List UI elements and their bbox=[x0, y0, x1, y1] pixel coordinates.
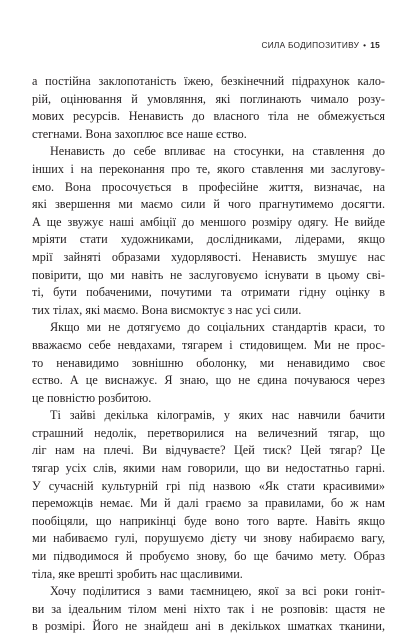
paragraph bbox=[32, 583, 385, 636]
text-line: повірити, що ми навіть не заслуговуємо існувати в цьому сві- bbox=[32, 267, 385, 282]
text-line: ті, бути побаченими, почутими та отримати гідну оцінку в bbox=[32, 285, 385, 300]
text-line: тіла, яке врешті зробить нас щасливими. bbox=[32, 566, 243, 581]
text-line: мріяти стати художниками, дослідниками, лідерами, якщо bbox=[32, 232, 385, 247]
chapter-title: СИЛА БОДИПОЗИТИВУ bbox=[261, 40, 360, 50]
paragraph bbox=[32, 319, 385, 407]
page-number: 15 bbox=[370, 40, 380, 50]
text-line: переможців немає. Ми й далі граємо за правилами, бо ж нам bbox=[32, 496, 385, 511]
text-line: то ненавидимо зовнішню оболонку, ми ненавидимо своє bbox=[32, 355, 385, 370]
text-line: в розмірі. Його не знайдеш ані в декількох шматках тканини, bbox=[32, 619, 385, 634]
text-line: Ненависть до себе впливає на стосунки, на ставлення до bbox=[50, 144, 385, 159]
text-line: мрії зайняті образами худорлявості. Ненависть змушує нас bbox=[32, 249, 385, 264]
text-line: Хочу поділитися з вами таємницею, якої за всі роки гоніт- bbox=[50, 584, 385, 599]
text-line: Якщо ми не дотягуємо до соціальних стандартів краси, то bbox=[50, 320, 385, 335]
text-line: страшний недолік, перетворилися на величезний тягар, що bbox=[32, 425, 385, 440]
paragraph bbox=[32, 73, 385, 143]
text-line: а постійна заклопотаність їжею, безкінечний підрахунок кало- bbox=[32, 74, 385, 88]
text-line: інших і на переконання про те, якого ставлення ми заслугову- bbox=[32, 161, 385, 176]
text-line: тих тілах, які маємо. Вона висмоктує з нас усі сили. bbox=[32, 302, 302, 317]
text-line: які звершення ми маємо сили й чого прагнутимемо досягти. bbox=[32, 197, 385, 212]
text-line: ми підводимося й пробуємо знову, бо ще бачимо мету. Образ bbox=[32, 549, 385, 564]
text-line: ліг нам на плечі. Ви відчуваєте? Цей тиск? Цей тягар? Це bbox=[32, 443, 385, 458]
text-line: стегнами. Вона захоплює все наше єство. bbox=[32, 126, 247, 141]
text-line: рій, оцінювання й умовляння, які поглинають чимало розу- bbox=[32, 91, 385, 106]
text-line: ви за ідеальним тілом мені ніхто так і не розповів: щастя не bbox=[32, 601, 385, 616]
text-line: У сучасній культурній грі під назвою «Як стати красивими» bbox=[32, 478, 385, 493]
text-line: це повністю розбитою. bbox=[32, 390, 152, 405]
text-line: мових ресурсів. Ненависть до власного тіла не обмежується bbox=[32, 109, 385, 124]
paragraph bbox=[32, 407, 385, 583]
text-line: пообіцяли, що наприкінці буде воно того варте. Навіть якщо bbox=[32, 513, 385, 528]
running-header bbox=[261, 40, 380, 50]
text-line: ми набиваємо гулі, порушуємо дієту чи знову набираємо вагу, bbox=[32, 531, 385, 546]
paragraph bbox=[32, 143, 385, 319]
text-line: А ще звужує наші амбіції до меншого розміру одягу. Не вийде bbox=[32, 214, 385, 229]
text-line: тягар усіх слів, якими нам говорили, що ви недостатньо гарні. bbox=[32, 461, 385, 476]
text-line: Ті зайві декілька кілограмів, у яких нас навчили бачити bbox=[50, 408, 385, 423]
header-separator: • bbox=[363, 40, 367, 50]
text-line: вважаємо себе невдахами, тягарем і стидовищем. Ми не прос- bbox=[32, 337, 385, 352]
body-text bbox=[32, 73, 385, 636]
text-line: єство. А це виснажує. Я знаю, що не єдина почуваюся через bbox=[32, 373, 385, 388]
text-line: ємо. Вона просочується в професійне життя, визначає, на bbox=[32, 179, 385, 194]
